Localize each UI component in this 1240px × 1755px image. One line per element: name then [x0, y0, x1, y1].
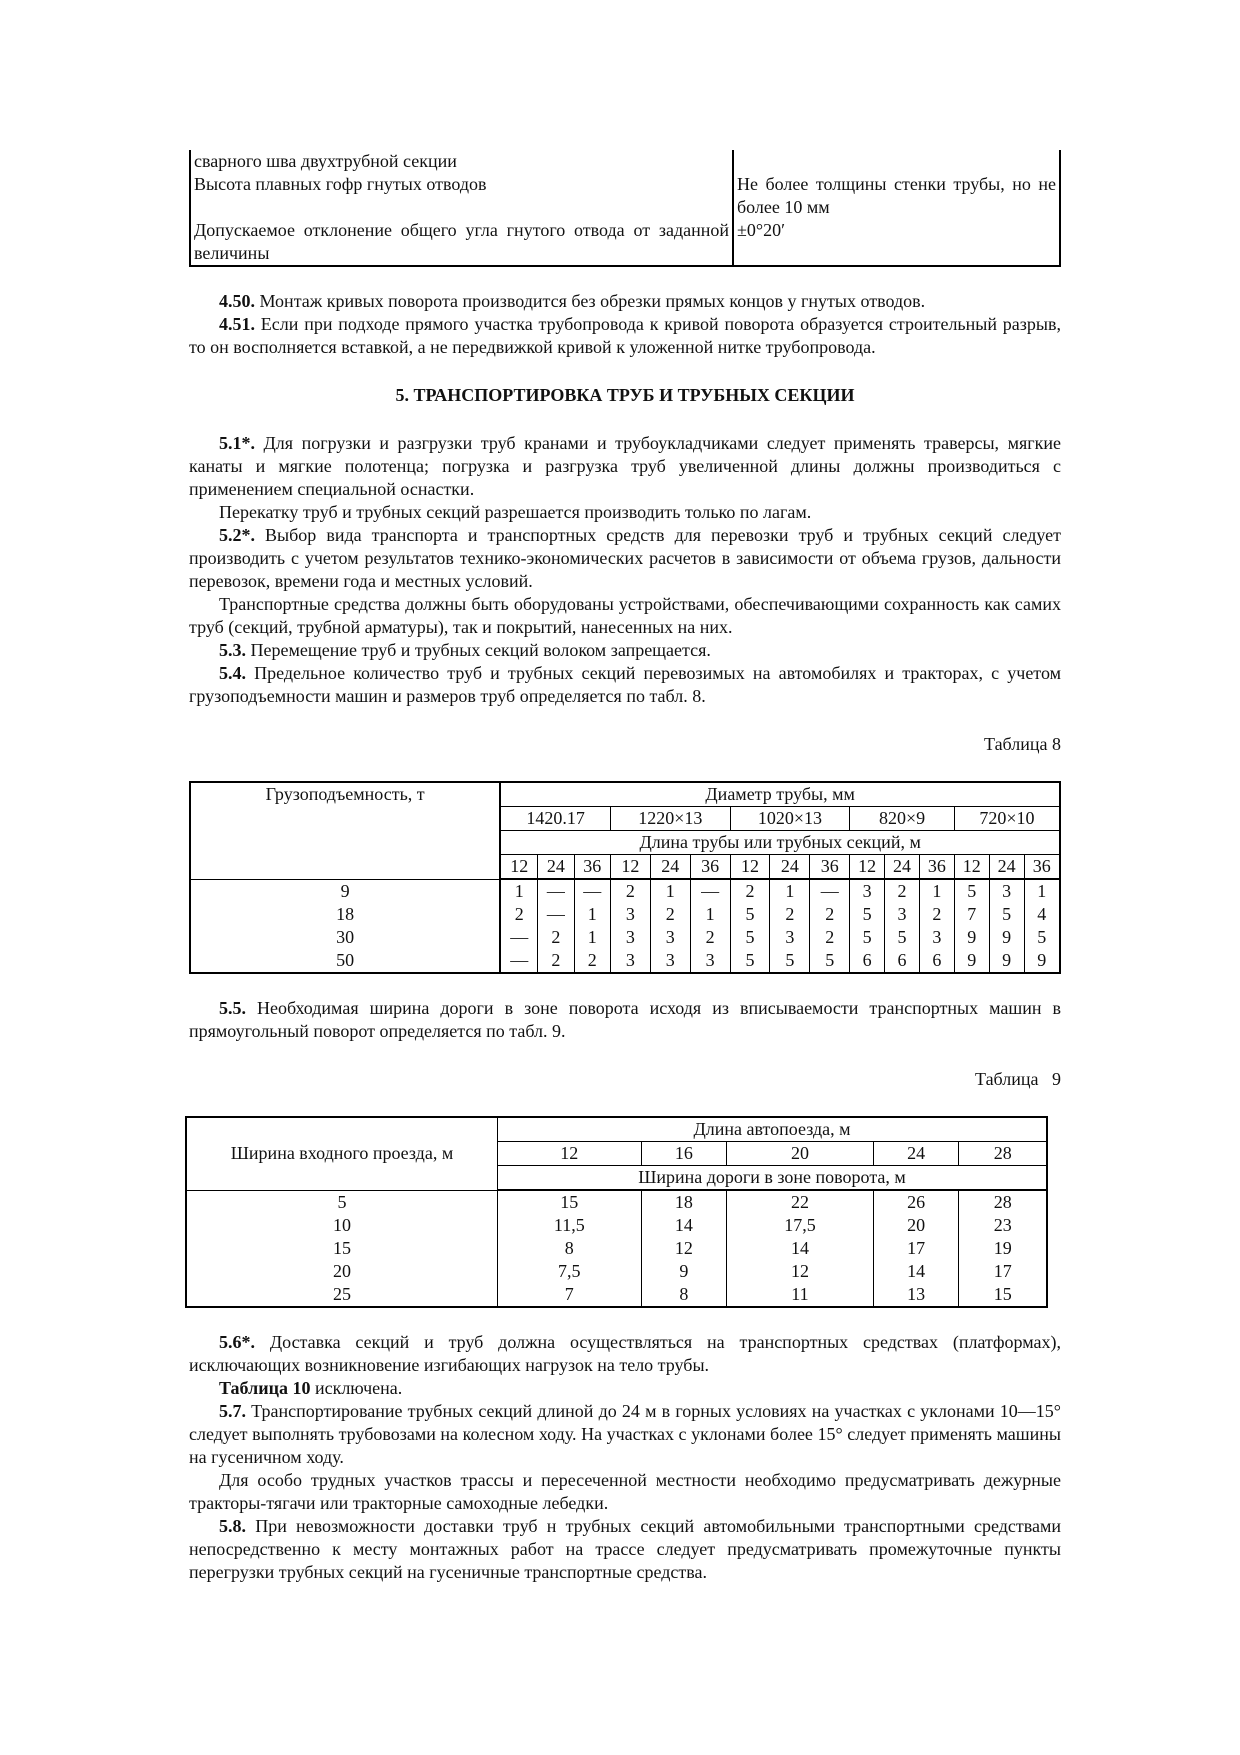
length-label: 24 — [538, 855, 574, 880]
table-cell: 11 — [727, 1283, 874, 1307]
clause-number: 5.7. — [219, 1401, 246, 1421]
table-cell: 17 — [873, 1237, 959, 1260]
table-row — [186, 1260, 1047, 1283]
paragraph-text: Выбор вида транспорта и транспортных средств для перевозки труб и трубных секций следует производить с учетом результатов технико-экономических расчетов в зависимости от объема грузов, дальности перевозок, времени года и местных условий. — [189, 525, 1061, 591]
table-cell: 3 — [919, 926, 954, 949]
diameter-label: 1020×13 — [730, 807, 850, 831]
table-cell: 1 — [1024, 879, 1060, 903]
length-label: 24 — [770, 855, 810, 880]
table-cell: 9 — [641, 1260, 727, 1283]
table-cell: 5 — [850, 926, 885, 949]
paragraph — [189, 1515, 1061, 1584]
table-cell: 2 — [690, 926, 730, 949]
table-cell: 3 — [610, 903, 650, 926]
table-cell: 1 — [574, 926, 610, 949]
clause-number: 4.50. — [219, 291, 255, 311]
load-cell: 18 — [190, 903, 500, 926]
table-cell: сварного шва двухтрубной секции — [190, 150, 733, 173]
paragraph — [189, 1377, 1061, 1400]
table-header-row — [186, 1117, 1047, 1142]
paragraph-text: Для погрузки и разгрузки труб кранами и трубоукладчиками следует применять траверсы, мягкие канаты и мягкие полотенца; погрузка и разгрузка труб увеличенной длины должны производиться с применением специальной оснастки. — [189, 433, 1061, 499]
diameter-label: 1420.17 — [500, 807, 610, 831]
table-row — [190, 926, 1060, 949]
paragraph — [189, 524, 1061, 593]
paragraph — [189, 1331, 1061, 1377]
table-cell: — — [538, 879, 574, 903]
table-cell: 14 — [727, 1237, 874, 1260]
paragraph-text: Транспортные средства должны быть оборудованы устройствами, обеспечивающими сохранность как самих труб (секций, трубной арматуры), так и покрытий, нанесенных на них. — [189, 594, 1061, 637]
length-label: 16 — [641, 1142, 727, 1166]
table-cell: 18 — [641, 1190, 727, 1214]
table-cell: 2 — [730, 879, 770, 903]
length-label: 12 — [850, 855, 885, 880]
table-cell: 3 — [989, 879, 1024, 903]
table-cell: 3 — [650, 926, 690, 949]
table-row — [190, 903, 1060, 926]
table-cell: 1 — [690, 903, 730, 926]
load-cell: 30 — [190, 926, 500, 949]
clause-number: 4.51. — [219, 314, 255, 334]
table-cell: 4 — [1024, 903, 1060, 926]
paragraph — [189, 593, 1061, 639]
table-cell: 17 — [959, 1260, 1047, 1283]
table-cell: — — [500, 949, 537, 973]
column-header-train-length: Длина автопоезда, м — [498, 1117, 1048, 1142]
table-cell: 5 — [850, 903, 885, 926]
table-9-caption: Таблица 9 — [975, 1069, 1061, 1089]
diameter-label: 820×9 — [850, 807, 955, 831]
load-cell: 50 — [190, 949, 500, 973]
paragraph-text: Транспортирование трубных секций длиной до 24 м в горных условиях на участках с уклонами 10—15° следует выполнять трубовозами на колесном ходу. На участках с уклонами более 15° следует применять машины на гусеничном ходу. — [189, 1401, 1061, 1467]
length-label: 20 — [727, 1142, 874, 1166]
table-cell: 2 — [919, 903, 954, 926]
table-cell: — — [574, 879, 610, 903]
paragraph-text: Перемещение труб и трубных секций волоком запрещается. — [246, 640, 711, 660]
table-cell: 9 — [1024, 949, 1060, 973]
table-cell: 15 — [498, 1190, 642, 1214]
entry-cell: 5 — [186, 1190, 498, 1214]
table-cell: 9 — [989, 926, 1024, 949]
length-label: 24 — [885, 855, 920, 880]
diameter-label: 720×10 — [954, 807, 1060, 831]
table-cell: 9 — [954, 949, 989, 973]
length-label: 28 — [959, 1142, 1047, 1166]
document-page — [189, 150, 1061, 1584]
table-cell: — — [690, 879, 730, 903]
table-cell: 17,5 — [727, 1214, 874, 1237]
table-row — [190, 879, 1060, 903]
table-cell: 15 — [959, 1283, 1047, 1307]
table-cell: 3 — [610, 926, 650, 949]
paragraph-text: Необходимая ширина дороги в зоне поворота исходя из вписываемости транспортных машин в прямоугольный поворот определяется по табл. 9. — [189, 998, 1061, 1041]
load-cell: 9 — [190, 879, 500, 903]
column-header-load: Грузоподъемность, т — [190, 782, 500, 879]
table-cell: 1 — [500, 879, 537, 903]
paragraph-5-5 — [189, 997, 1061, 1043]
table-cell: 8 — [498, 1237, 642, 1260]
table-8 — [189, 781, 1061, 974]
entry-cell: 20 — [186, 1260, 498, 1283]
table-cell: 5 — [810, 949, 850, 973]
length-label: 12 — [954, 855, 989, 880]
table-cell: 23 — [959, 1214, 1047, 1237]
entry-cell: 25 — [186, 1283, 498, 1307]
table-cell: 3 — [850, 879, 885, 903]
table-cell: Не более толщины стенки трубы, но не более 10 мм — [733, 173, 1060, 219]
table-row — [190, 173, 1060, 219]
paragraph-text: Предельное количество труб и трубных секций перевозимых на автомобилях и тракторах, с учетом грузоподъемности машин и размеров труб определяется по табл. 8. — [189, 663, 1061, 706]
section-title: 5. ТРАНСПОРТИРОВКА ТРУБ И ТРУБНЫХ СЕКЦИИ — [395, 385, 855, 405]
paragraphs-4-50-4-51 — [189, 290, 1061, 359]
paragraph-text: Доставка секций и труб должна осуществляться на транспортных средствах (платформах), исключающих возникновение изгибающих нагрузок на тело трубы. — [189, 1332, 1061, 1375]
paragraph — [189, 639, 1061, 662]
paragraphs-5-6-5-8 — [189, 1331, 1061, 1584]
length-label: 12 — [610, 855, 650, 880]
table-cell: Высота плавных гофр гнутых отводов — [190, 173, 733, 219]
table-cell: 12 — [727, 1260, 874, 1283]
column-header-length: Длина трубы или трубных секций, м — [500, 831, 1060, 855]
table-cell: 3 — [610, 949, 650, 973]
length-label: 36 — [574, 855, 610, 880]
entry-cell: 10 — [186, 1214, 498, 1237]
column-header-diameter: Диаметр трубы, мм — [500, 782, 1060, 807]
table-cell: 6 — [885, 949, 920, 973]
table-cell: 2 — [538, 949, 574, 973]
table-cell: 26 — [873, 1190, 959, 1214]
table-row — [186, 1214, 1047, 1237]
clause-number: Таблица 10 — [219, 1378, 311, 1398]
clause-number: 5.6*. — [219, 1332, 255, 1352]
table-cell: 2 — [650, 903, 690, 926]
table-cell: 2 — [610, 879, 650, 903]
table-cell: 1 — [574, 903, 610, 926]
table-cell: 2 — [574, 949, 610, 973]
table-cell: 9 — [989, 949, 1024, 973]
table-cell: 14 — [873, 1260, 959, 1283]
table-cell: 11,5 — [498, 1214, 642, 1237]
table-cell: — — [810, 879, 850, 903]
table-cell: 13 — [873, 1283, 959, 1307]
table-cell: 7 — [498, 1283, 642, 1307]
table-row — [186, 1190, 1047, 1214]
length-label: 24 — [873, 1142, 959, 1166]
table-cell: 6 — [919, 949, 954, 973]
table-cell: 5 — [730, 949, 770, 973]
length-label: 12 — [498, 1142, 642, 1166]
paragraph — [189, 1400, 1061, 1469]
length-label: 36 — [690, 855, 730, 880]
table-cell: 19 — [959, 1237, 1047, 1260]
table-cell: 2 — [885, 879, 920, 903]
paragraph — [189, 290, 1061, 313]
table-cell: 5 — [954, 879, 989, 903]
paragraph-text: исключена. — [310, 1378, 403, 1398]
table-cell: 5 — [730, 903, 770, 926]
table-cell: 20 — [873, 1214, 959, 1237]
table-cell: 3 — [690, 949, 730, 973]
table-8-caption: Таблица 8 — [984, 734, 1061, 754]
table-cell: 2 — [770, 903, 810, 926]
paragraph-text: Если при подходе прямого участка трубопровода к кривой поворота образуется строительный разрыв, то он восполняется вставкой, а не передвижкой кривой к уложенной нитке трубопровода. — [189, 314, 1061, 357]
paragraph-text: Для особо трудных участков трассы и пересеченной местности необходимо предусматривать дежурные тракторы-тягачи или тракторные самоходные лебедки. — [189, 1470, 1061, 1513]
table-cell: 6 — [850, 949, 885, 973]
paragraph — [189, 501, 1061, 524]
clause-number: 5.2*. — [219, 525, 255, 545]
column-header-entry-width: Ширина входного проезда, м — [186, 1117, 498, 1190]
table-cell: 5 — [885, 926, 920, 949]
table-cell: 3 — [885, 903, 920, 926]
table-cell: 14 — [641, 1214, 727, 1237]
table-cell: 2 — [810, 926, 850, 949]
paragraph — [189, 313, 1061, 359]
table-cell: 2 — [500, 903, 537, 926]
table-row — [190, 219, 1060, 266]
table-cell: 9 — [954, 926, 989, 949]
table-cell: Допускаемое отклонение общего угла гнутого отвода от заданной величины — [190, 219, 733, 266]
length-label: 12 — [500, 855, 537, 880]
table-cell: 3 — [650, 949, 690, 973]
table-row — [190, 150, 1060, 173]
paragraph-text: Монтаж кривых поворота производится без обрезки прямых концов у гнутых отводов. — [255, 291, 926, 311]
table-cell: 2 — [810, 903, 850, 926]
entry-cell: 15 — [186, 1237, 498, 1260]
table-cell: 8 — [641, 1283, 727, 1307]
clause-number: 5.5. — [219, 998, 246, 1018]
table-cell: 7,5 — [498, 1260, 642, 1283]
length-label: 36 — [810, 855, 850, 880]
paragraph — [189, 432, 1061, 501]
table-row — [186, 1237, 1047, 1260]
length-label: 36 — [1024, 855, 1060, 880]
top-table-continuation — [189, 150, 1061, 267]
paragraph-text: Перекатку труб и трубных секций разрешается производить только по лагам. — [219, 502, 812, 522]
length-label: 36 — [919, 855, 954, 880]
table-row — [190, 949, 1060, 973]
clause-number: 5.4. — [219, 663, 246, 683]
clause-number: 5.1*. — [219, 433, 255, 453]
table-cell: 2 — [538, 926, 574, 949]
table-9 — [185, 1116, 1048, 1308]
column-header-road-width: Ширина дороги в зоне поворота, м — [498, 1166, 1048, 1191]
table-cell: 12 — [641, 1237, 727, 1260]
length-label: 12 — [730, 855, 770, 880]
table-cell: 5 — [730, 926, 770, 949]
clause-number: 5.3. — [219, 640, 246, 660]
table-row — [186, 1283, 1047, 1307]
paragraph-text: При невозможности доставки труб н трубных секций автомобильными транспортными средствами непосредственно к месту монтажных работ на трассе следует предусматривать промежуточные пункты перегрузки трубных секций на гусеничные транспортные средства. — [189, 1516, 1061, 1582]
table-cell: 1 — [770, 879, 810, 903]
table-cell — [733, 150, 1060, 173]
paragraph — [189, 1469, 1061, 1515]
table-header-row — [190, 782, 1060, 807]
clause-number: 5.8. — [219, 1516, 246, 1536]
paragraphs-5-1-5-4 — [189, 432, 1061, 708]
table-cell: 5 — [1024, 926, 1060, 949]
table-cell: 3 — [770, 926, 810, 949]
paragraph — [189, 662, 1061, 708]
table-cell: ±0°20′ — [733, 219, 1060, 266]
table-cell: — — [500, 926, 537, 949]
table-cell: 22 — [727, 1190, 874, 1214]
length-label: 24 — [989, 855, 1024, 880]
table-cell: 5 — [770, 949, 810, 973]
diameter-label: 1220×13 — [610, 807, 730, 831]
table-cell: — — [538, 903, 574, 926]
table-cell: 5 — [989, 903, 1024, 926]
table-cell: 7 — [954, 903, 989, 926]
length-label: 24 — [650, 855, 690, 880]
table-cell: 28 — [959, 1190, 1047, 1214]
table-cell: 1 — [919, 879, 954, 903]
table-cell: 1 — [650, 879, 690, 903]
